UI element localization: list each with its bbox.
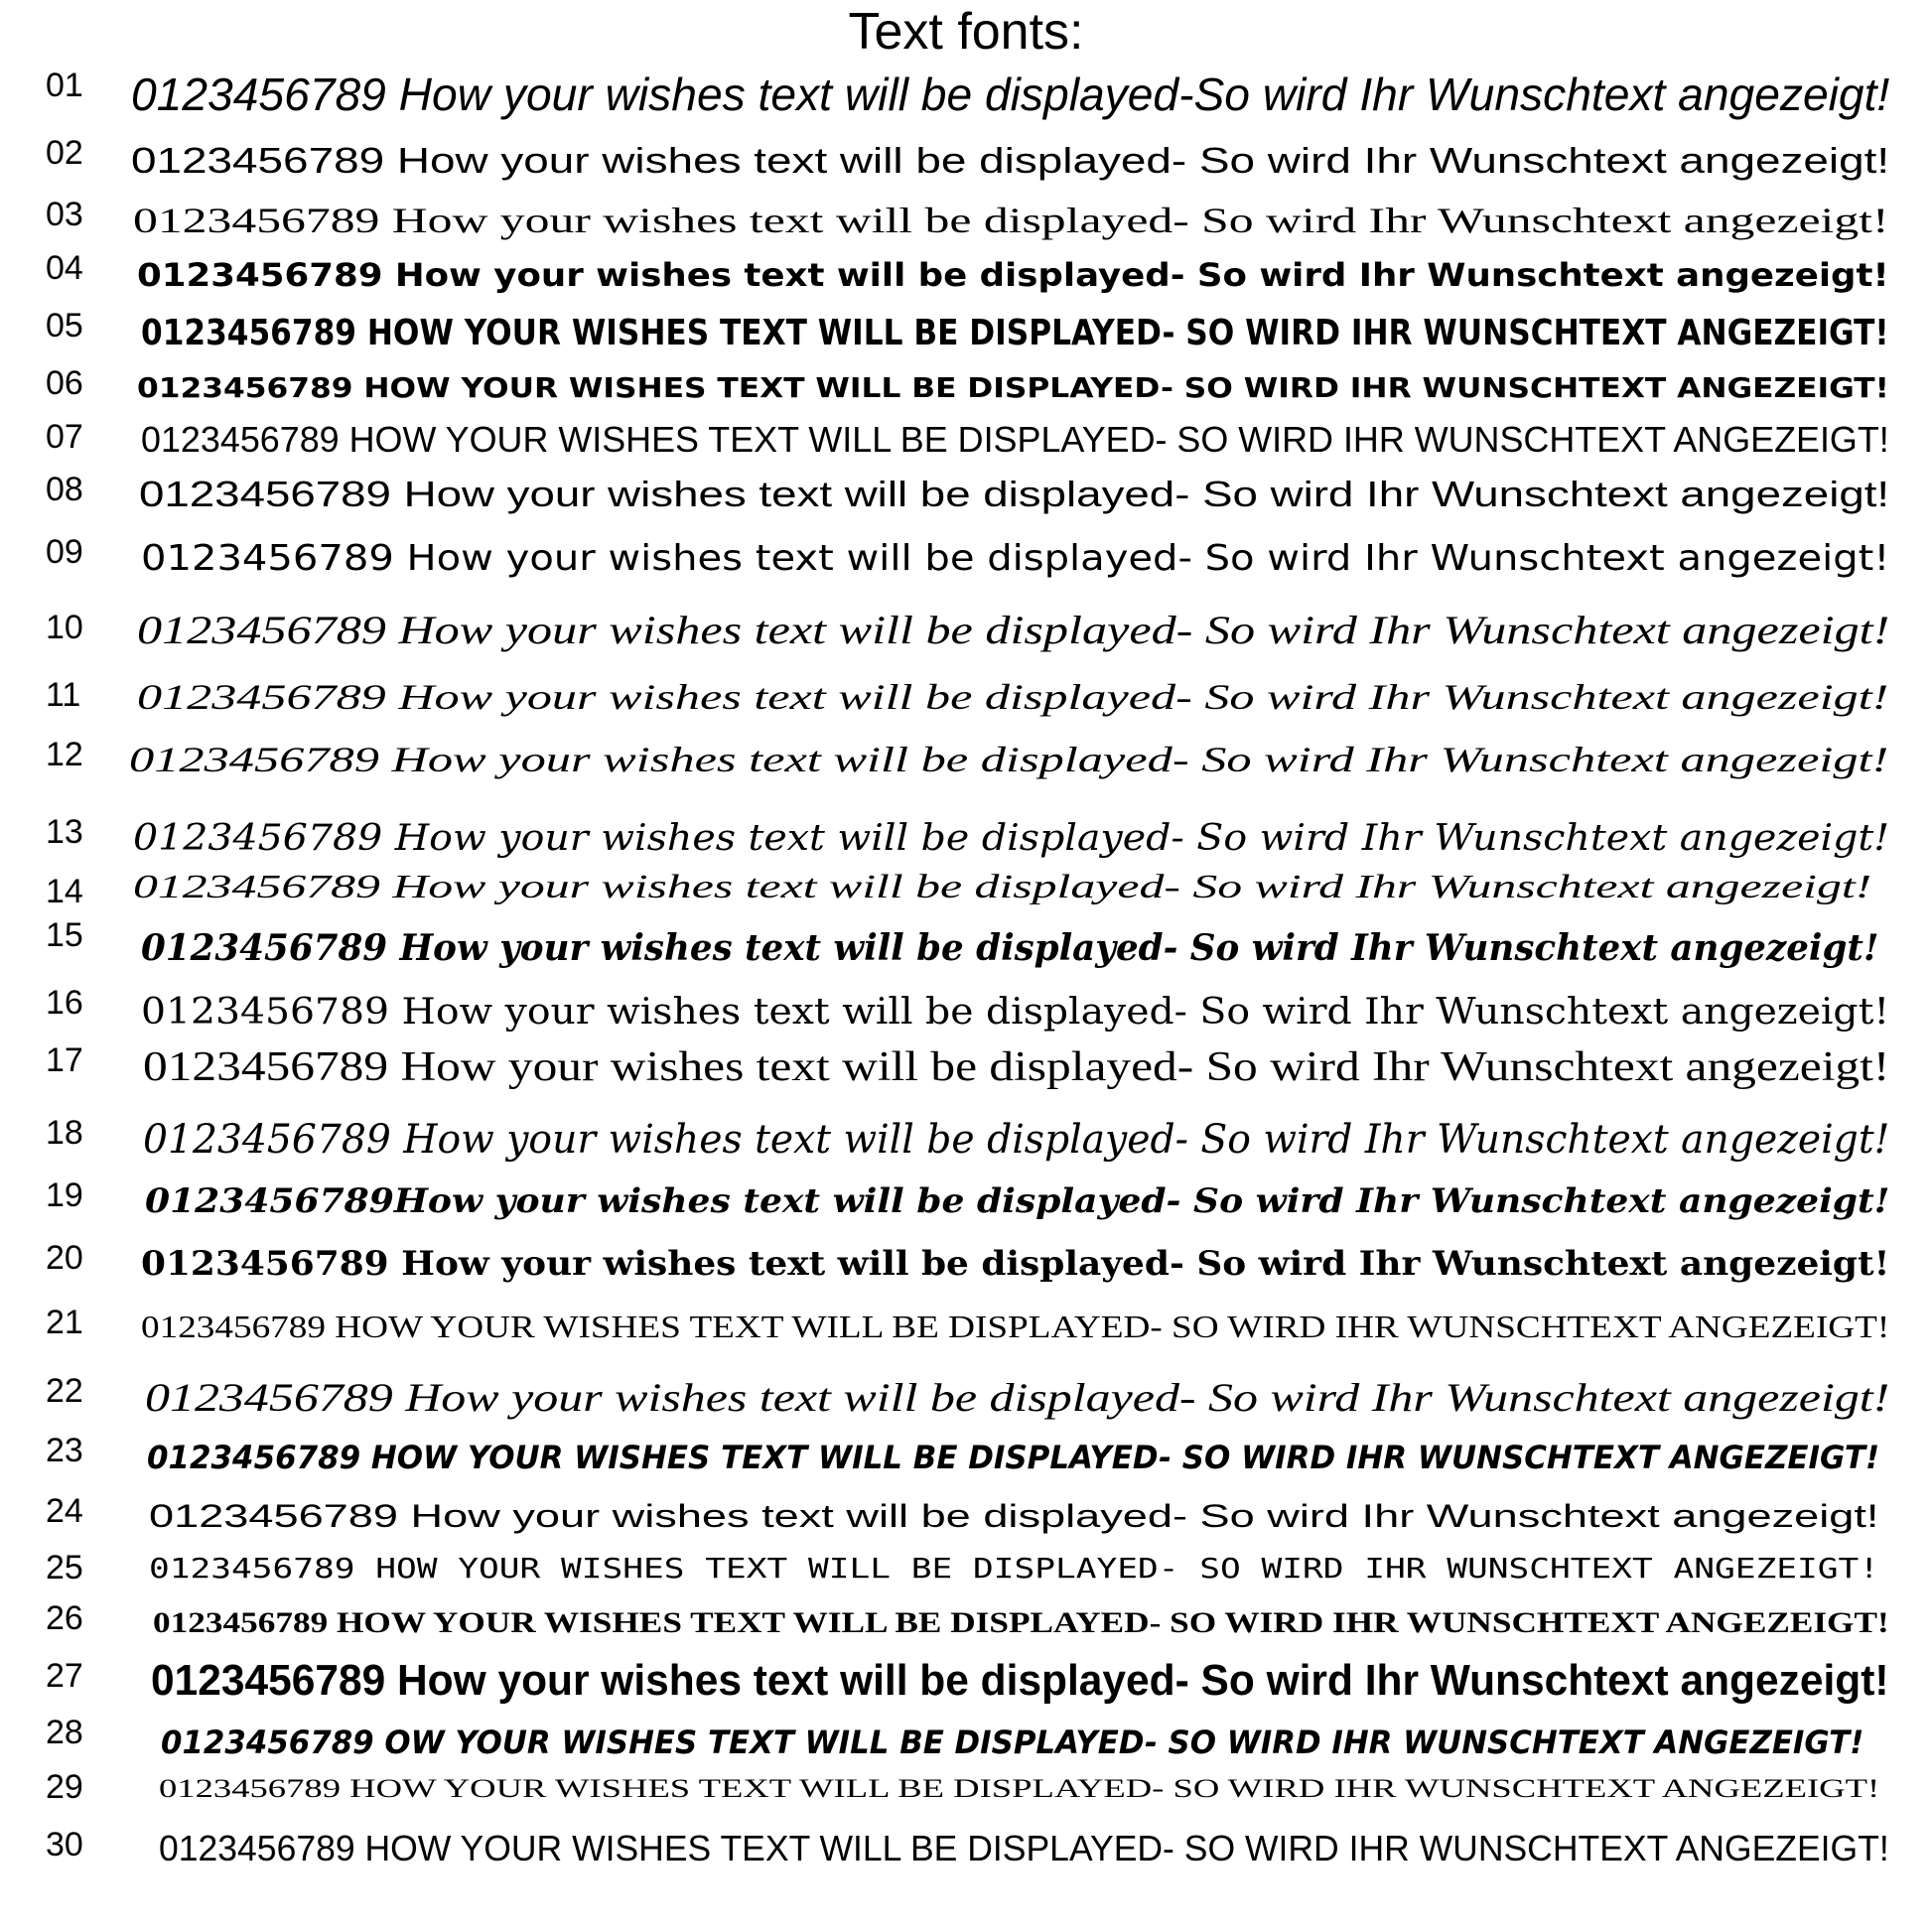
font-sample-27: 0123456789 How your wishes text will be displayed- So wird Ihr Wunschtext angezeigt! — [151, 1656, 1889, 1705]
font-sample-19: 0123456789How your wishes text will be displayed- So wird Ihr Wunschtext angezeigt! — [145, 1181, 1890, 1221]
font-number-15: 15 — [46, 916, 83, 954]
font-number-21: 21 — [46, 1304, 83, 1341]
page-title: Text fonts: — [848, 3, 1084, 61]
font-sample-17: 0123456789 How your wishes text will be displayed- So wird Ihr Wunschtext angezeigt! — [143, 1044, 1890, 1090]
font-sample-09: 0123456789 How your wishes text will be displayed- So wird Ihr Wunschtext angezeigt! — [141, 538, 1890, 579]
font-number-13: 13 — [46, 813, 83, 851]
font-sample-12: 0123456789 How your wishes text will be displayed- So wird Ihr Wunschtext angezeigt! — [129, 740, 1889, 779]
font-number-30: 30 — [46, 1826, 83, 1863]
font-number-17: 17 — [46, 1041, 83, 1079]
font-sample-18: 0123456789 How your wishes text will be displayed- So wird Ihr Wunschtext angezeigt! — [143, 1117, 1890, 1163]
font-sample-29: 0123456789 HOW YOUR WISHES TEXT WILL BE DISPLAYED- SO WIRD IHR WUNSCHTEXT ANGEZEIGT! — [159, 1774, 1880, 1803]
font-number-19: 19 — [46, 1176, 83, 1214]
font-sample-01: 0123456789 How your wishes text will be displayed-So wird Ihr Wunschtext angezeigt! — [131, 69, 1890, 120]
font-number-22: 22 — [46, 1372, 83, 1410]
font-number-14: 14 — [46, 873, 83, 910]
font-sample-02: 0123456789 How your wishes text will be displayed- So wird Ihr Wunschtext angezeigt! — [131, 140, 1890, 181]
font-number-27: 27 — [46, 1657, 83, 1695]
font-sample-30: 0123456789 HOW YOUR WISHES TEXT WILL BE DISPLAYED- SO WIRD IHR WUNSCHTEXT ANGEZEIGT! — [159, 1828, 1889, 1868]
font-number-18: 18 — [46, 1114, 83, 1152]
font-sample-14: 0123456789 How your wishes text will be displayed- So wird Ihr Wunschtext angezeigt! — [133, 869, 1872, 905]
font-sample-13: 0123456789 How your wishes text will be displayed- So wird Ihr Wunschtext angezeigt! — [133, 818, 1890, 859]
font-number-16: 16 — [46, 984, 83, 1022]
font-sample-10: 0123456789 How your wishes text will be displayed- So wird Ihr Wunschtext angezeigt! — [137, 608, 1890, 652]
font-sample-24: 0123456789 How your wishes text will be displayed- So wird Ihr Wunschtext angezeigt! — [149, 1498, 1879, 1534]
font-sample-15: 0123456789 How your wishes text will be displayed- So wird Ihr Wunschtext angezeigt! — [141, 927, 1879, 969]
font-sample-16: 0123456789 How your wishes text will be displayed- So wird Ihr Wunschtext angezeigt! — [141, 992, 1890, 1033]
font-number-05: 05 — [46, 307, 83, 345]
font-sample-22: 0123456789 How your wishes text will be displayed- So wird Ihr Wunschtext angezeigt! — [145, 1375, 1890, 1420]
font-number-26: 26 — [46, 1599, 83, 1637]
font-sample-26: 0123456789 HOW YOUR WISHES TEXT WILL BE DISPLAYED- SO WIRD IHR WUNSCHTEXT ANGEZEIGT! — [153, 1606, 1889, 1639]
font-number-12: 12 — [46, 736, 83, 773]
font-sample-20: 0123456789 How your wishes text will be displayed- So wird Ihr Wunschtext angezeigt! — [141, 1244, 1890, 1284]
font-sample-04: 0123456789 How your wishes text will be displayed- So wird Ihr Wunschtext angezeigt! — [137, 256, 1889, 294]
font-number-23: 23 — [46, 1432, 83, 1469]
font-number-08: 08 — [46, 471, 83, 508]
font-sample-25: 0123456789 HOW YOUR WISHES TEXT WILL BE DISPLAYED- SO WIRD IHR WUNSCHTEXT ANGEZEIGT! — [149, 1552, 1880, 1585]
font-sample-07: 0123456789 HOW YOUR WISHES TEXT WILL BE DISPLAYED- SO WIRD IHR WUNSCHTEXT ANGEZEIGT! — [141, 419, 1889, 460]
font-number-02: 02 — [46, 134, 83, 172]
font-number-29: 29 — [46, 1768, 83, 1806]
font-number-04: 04 — [46, 249, 83, 287]
font-sample-06: 0123456789 HOW YOUR WISHES TEXT WILL BE DISPLAYED- SO WIRD IHR WUNSCHTEXT ANGEZEIGT! — [137, 371, 1889, 404]
font-sample-11: 0123456789 How your wishes text will be displayed- So wird Ihr Wunschtext angezeigt! — [137, 677, 1889, 717]
font-number-24: 24 — [46, 1492, 83, 1530]
font-sample-23: 0123456789 HOW YOUR WISHES TEXT WILL BE DISPLAYED- SO WIRD IHR WUNSCHTEXT ANGEZEIGT! — [147, 1439, 1880, 1476]
font-number-11: 11 — [46, 676, 81, 714]
font-number-03: 03 — [46, 196, 83, 233]
font-sample-05: 0123456789 HOW YOUR WISHES TEXT WILL BE DISPLAYED- SO WIRD IHR WUNSCHTEXT ANGEZEIGT! — [141, 313, 1889, 353]
font-number-07: 07 — [46, 418, 83, 456]
font-sample-03: 0123456789 How your wishes text will be displayed- So wird Ihr Wunschtext angezeigt! — [133, 201, 1889, 240]
font-number-28: 28 — [46, 1714, 83, 1751]
font-number-09: 09 — [46, 533, 83, 571]
font-number-10: 10 — [46, 609, 83, 646]
font-number-06: 06 — [46, 364, 83, 402]
font-number-25: 25 — [46, 1549, 83, 1587]
font-sample-21: 0123456789 HOW YOUR WISHES TEXT WILL BE DISPLAYED- SO WIRD IHR WUNSCHTEXT ANGEZEIGT! — [141, 1309, 1890, 1344]
font-sample-28: 0123456789 OW YOUR WISHES TEXT WILL BE DISPLAYED- SO WIRD IHR WUNSCHTEXT ANGEZEIGT! — [161, 1724, 1864, 1761]
font-sample-08: 0123456789 How your wishes text will be displayed- So wird Ihr Wunschtext angezeigt! — [139, 474, 1890, 514]
font-number-20: 20 — [46, 1239, 83, 1277]
font-number-01: 01 — [46, 67, 83, 104]
